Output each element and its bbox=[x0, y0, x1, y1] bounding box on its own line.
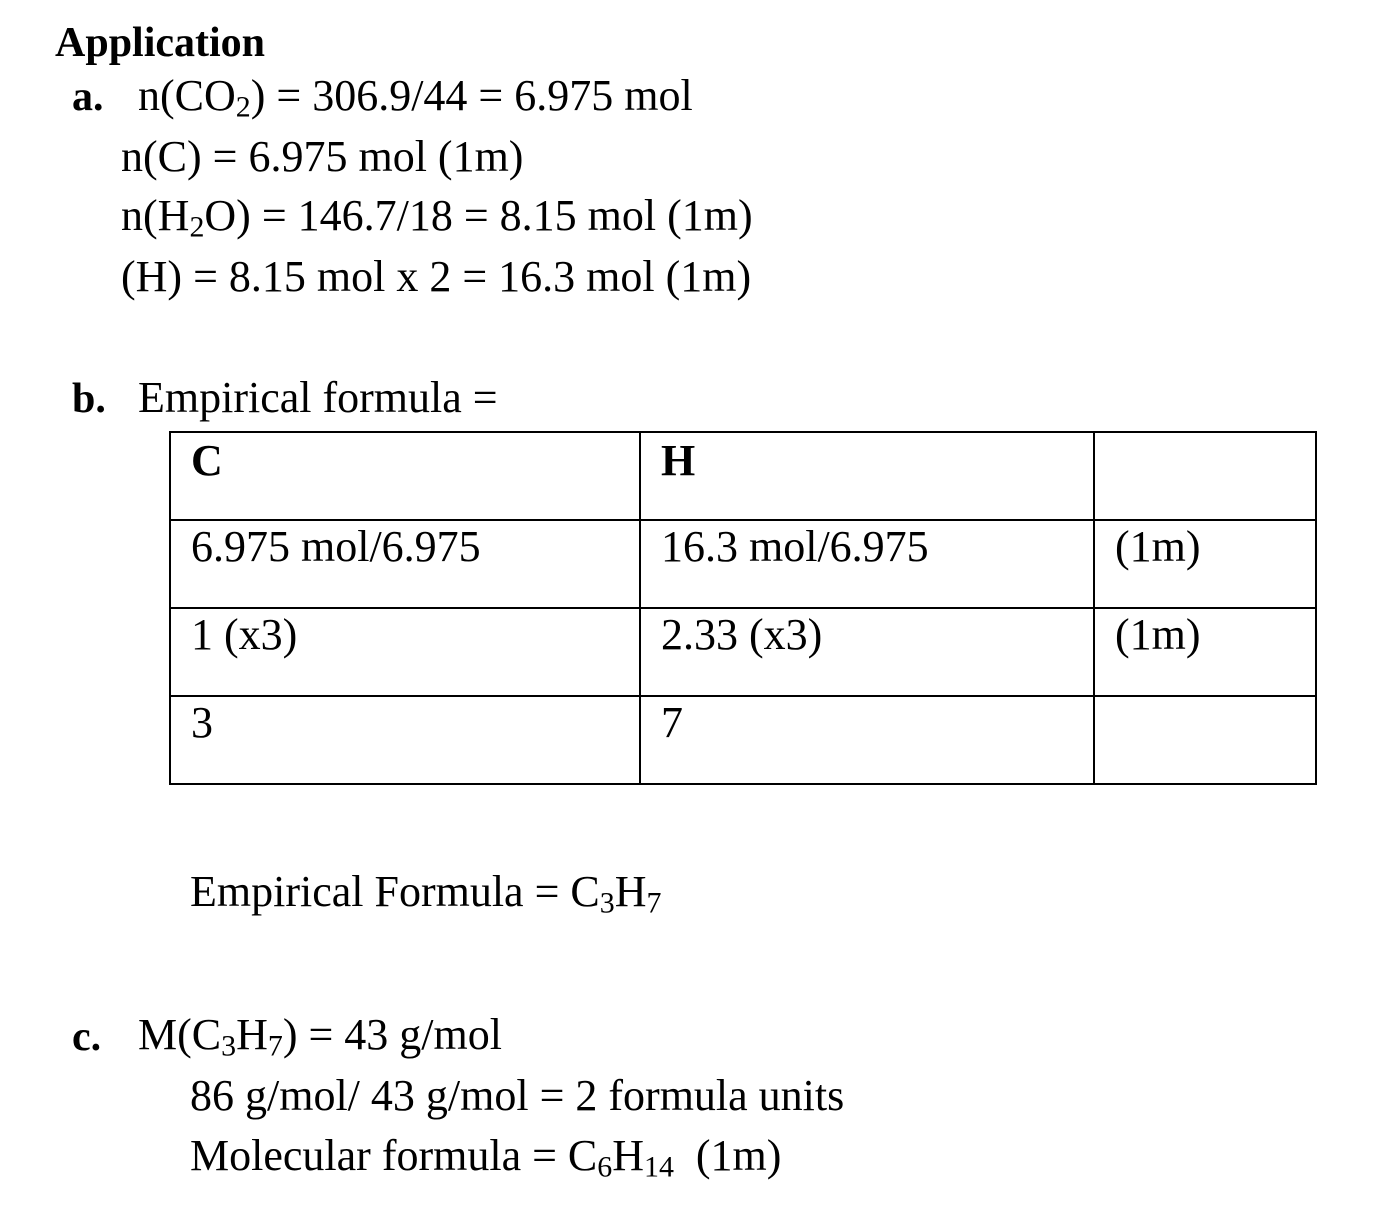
part-a-line-4: (H) = 8.15 mol x 2 = 16.3 mol (1m) bbox=[121, 252, 752, 301]
table-cell bbox=[1094, 696, 1316, 784]
part-b-marker: b. bbox=[72, 376, 106, 422]
table-header-cell: C bbox=[170, 432, 640, 520]
table-row bbox=[170, 520, 1316, 608]
table-header-cell bbox=[1094, 432, 1316, 520]
empirical-formula-result: Empirical Formula = $C_3H_7$ bbox=[190, 867, 662, 920]
table-cell: (1m) bbox=[1094, 520, 1316, 608]
part-a-line-2: n(C) = 6.975 mol (1m) bbox=[121, 132, 524, 181]
part-c-marker: c. bbox=[72, 1014, 102, 1060]
part-a-line-1: $n(CO_2) = 306.9/44 = 6.975$ mol bbox=[138, 71, 693, 124]
part-c-line-3: Molecular formula = $C_6H_{14}$ (1m) bbox=[190, 1131, 782, 1184]
table-cell: 1 (x3) bbox=[170, 608, 640, 696]
part-a-marker: a. bbox=[72, 74, 104, 120]
section-heading: Application bbox=[55, 20, 266, 66]
part-c-line-2: 86 g/mol/ 43 g/mol = 2 formula units bbox=[190, 1071, 845, 1120]
part-c-line-1: $M(C_3H_7) = 43$ g/mol bbox=[138, 1010, 502, 1063]
table-cell: 7 bbox=[640, 696, 1094, 784]
table-cell: 6.975 mol/6.975 bbox=[170, 520, 640, 608]
part-a-line-3: $n(H_2O) = 146.7/18 = 8.15$ mol (1m) bbox=[121, 191, 753, 244]
table-cell: (1m) bbox=[1094, 608, 1316, 696]
table-header-cell: H bbox=[640, 432, 1094, 520]
table-row bbox=[170, 696, 1316, 784]
empirical-formula-table bbox=[169, 431, 1317, 785]
part-b-label: Empirical formula = bbox=[138, 373, 498, 422]
table-cell: 3 bbox=[170, 696, 640, 784]
table-cell: 2.33 (x3) bbox=[640, 608, 1094, 696]
table-header-row bbox=[170, 432, 1316, 520]
table-cell: 16.3 mol/6.975 bbox=[640, 520, 1094, 608]
table-row bbox=[170, 608, 1316, 696]
